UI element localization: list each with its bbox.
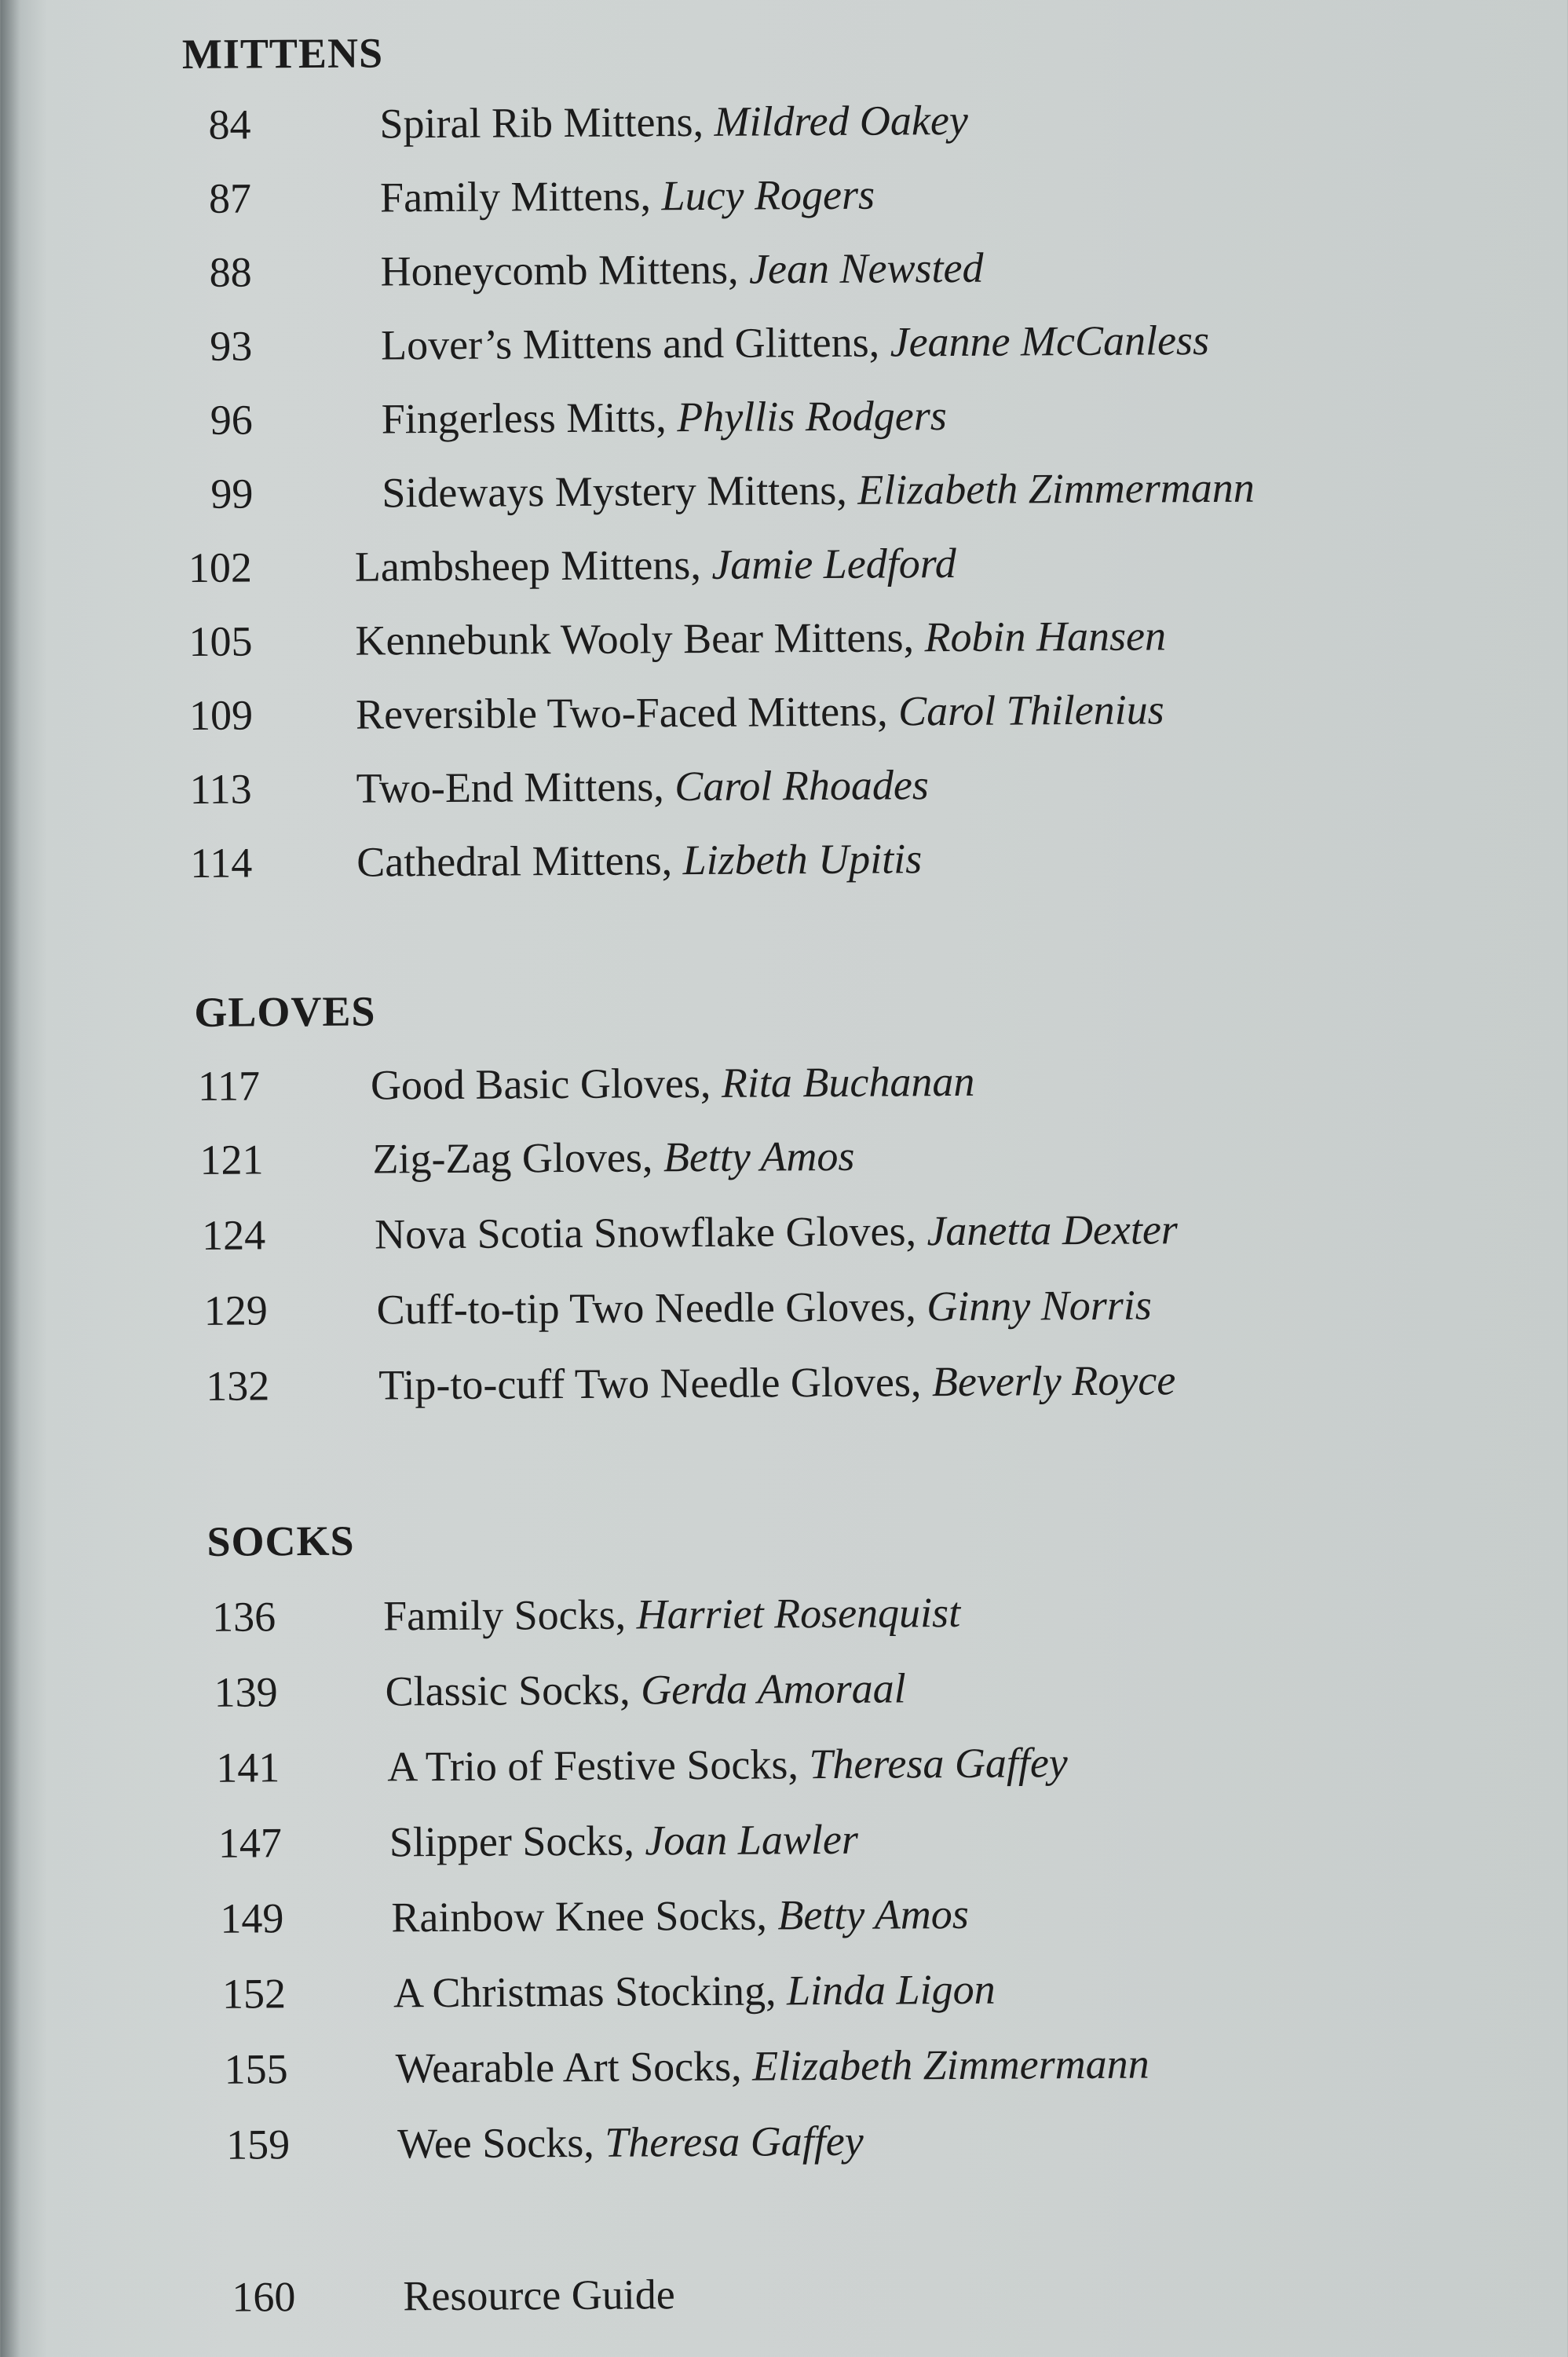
entry-title: Wee Socks, Theresa Gaffey <box>397 2117 864 2168</box>
entry-title: Wearable Art Socks, Elizabeth Zimmermann <box>395 2040 1150 2092</box>
page-number: 113 <box>189 765 252 813</box>
toc-entry[interactable] <box>210 388 1467 467</box>
entry-author: Theresa Gaffey <box>605 2117 864 2166</box>
section-heading-mittens: MITTENS <box>181 29 384 78</box>
entry-title: Fingerless Mitts, Phyllis Rodgers <box>381 392 947 443</box>
page-number: 139 <box>214 1668 278 1716</box>
entry-title: Two-End Mittens, Carol Rhoades <box>356 761 930 812</box>
entry-author: Lucy Rogers <box>661 170 875 220</box>
page-number: 102 <box>188 544 253 591</box>
toc-entry[interactable] <box>198 1054 1455 1133</box>
entry-author: Harriet Rosenquist <box>636 1588 961 1638</box>
entry-title: Nova Scotia Snowflake Gloves, Janetta Dexter <box>374 1206 1179 1258</box>
toc-entry[interactable] <box>199 1128 1457 1206</box>
page-number: 84 <box>208 101 251 148</box>
entry-author: Theresa Gaffey <box>809 1739 1068 1788</box>
section-heading-socks: SOCKS <box>207 1517 355 1565</box>
toc-entry[interactable] <box>218 1811 1475 1890</box>
page-number: 136 <box>211 1593 276 1641</box>
entry-author: Rita Buchanan <box>721 1057 975 1107</box>
entry-title: Kennebunk Wooly Bear Mittens, Robin Hansen <box>355 612 1167 664</box>
entry-title: Honeycomb Mittens, Jean Newsted <box>380 243 984 295</box>
entry-author: Jamie Ledford <box>711 539 956 588</box>
entry-title: Family Mittens, Lucy Rogers <box>379 170 875 221</box>
entry-title: Classic Socks, Gerda Amoraal <box>385 1664 906 1715</box>
toc-entry[interactable] <box>220 1887 1477 1965</box>
toc-entry[interactable] <box>188 609 1446 688</box>
entry-title: Cathedral Mittens, Lizbeth Upitis <box>356 835 923 886</box>
entry-author: Jean Newsted <box>748 243 984 293</box>
entry-title: A Christmas Stocking, Linda Ligon <box>393 1965 996 2017</box>
toc-entry[interactable] <box>189 683 1446 762</box>
toc-entry[interactable] <box>216 1736 1473 1814</box>
entry-title: Tip-to-cuff Two Needle Gloves, Beverly Royce <box>378 1356 1176 1409</box>
page-number: 129 <box>203 1286 268 1334</box>
entry-title: Sideways Mystery Mittens, Elizabeth Zimmermann <box>382 463 1255 517</box>
entry-author: Betty Amos <box>663 1132 855 1181</box>
entry-author: Phyllis Rodgers <box>677 392 947 441</box>
toc-entry[interactable] <box>208 93 1465 171</box>
toc-entry[interactable] <box>209 167 1466 245</box>
page-number: 147 <box>217 1819 283 1867</box>
page-number: 121 <box>199 1136 264 1184</box>
toc-entry[interactable] <box>190 831 1447 909</box>
page-number: 160 <box>232 2273 296 2321</box>
toc-entry[interactable] <box>204 1279 1461 1357</box>
entry-title: Cuff-to-tip Two Needle Gloves, Ginny Norris <box>376 1281 1153 1334</box>
entry-title: Rainbow Knee Socks, Betty Amos <box>391 1890 969 1942</box>
toc-entry[interactable] <box>206 1354 1463 1433</box>
entry-author: Gerda Amoraal <box>640 1664 906 1714</box>
entry-title: Family Socks, Harriet Rosenquist <box>382 1588 961 1640</box>
entry-author: Joan Lawler <box>645 1815 859 1865</box>
toc-entry[interactable] <box>212 1585 1469 1663</box>
page-number: 88 <box>209 248 252 296</box>
entry-author: Robin Hansen <box>924 612 1167 661</box>
toc-entry[interactable] <box>224 2037 1481 2116</box>
entry-title: Lover’s Mittens and Glittens, Jeanne McCanless <box>381 317 1210 369</box>
page-number: 96 <box>210 396 253 444</box>
entry-title: Resource Guide <box>403 2271 675 2320</box>
toc-entry[interactable] <box>188 536 1446 614</box>
entry-title: Zig-Zag Gloves, Betty Amos <box>372 1132 855 1183</box>
entry-author: Lizbeth Upitis <box>682 835 923 884</box>
entry-author: Mildred Oakey <box>714 96 969 145</box>
entry-title: Good Basic Gloves, Rita Buchanan <box>370 1057 975 1109</box>
toc-entry[interactable] <box>210 462 1467 540</box>
page-number: 159 <box>226 2121 291 2169</box>
page-number: 141 <box>216 1744 280 1792</box>
toc-entry-resource-guide[interactable] <box>232 2265 1489 2344</box>
entry-author: Jeanne McCanless <box>890 317 1210 366</box>
entry-author: Beverly Royce <box>931 1356 1176 1406</box>
toc-entry[interactable] <box>214 1660 1471 1739</box>
entry-title: Spiral Rib Mittens, Mildred Oakey <box>379 96 969 148</box>
entry-author: Carol Thilenius <box>897 686 1164 735</box>
page-number: 155 <box>224 2045 288 2093</box>
entry-title: Reversible Two-Faced Mittens, Carol Thilenius <box>355 686 1164 738</box>
entry-author: Linda Ligon <box>786 1965 996 2015</box>
toc-entry[interactable] <box>222 1962 1479 2040</box>
page-number: 117 <box>197 1062 261 1110</box>
page-number: 105 <box>188 617 253 665</box>
toc-entry[interactable] <box>226 2113 1483 2191</box>
section-heading-gloves: GLOVES <box>194 987 376 1036</box>
page-number: 114 <box>190 839 253 887</box>
toc-entry[interactable] <box>209 240 1466 319</box>
page-number: 149 <box>220 1894 284 1942</box>
page-number: 109 <box>188 691 254 739</box>
entry-title: Slipper Socks, Joan Lawler <box>389 1815 859 1866</box>
entry-author: Elizabeth Zimmermann <box>751 2040 1150 2090</box>
page-number: 152 <box>221 1970 287 2018</box>
toc-entry[interactable] <box>210 314 1467 393</box>
entry-author: Betty Amos <box>777 1890 969 1939</box>
page-number: 93 <box>210 322 253 370</box>
entry-author: Ginny Norris <box>927 1281 1153 1330</box>
entry-title: Lambsheep Mittens, Jamie Ledford <box>354 539 956 591</box>
page-number: 99 <box>210 470 254 518</box>
page-number: 124 <box>201 1211 266 1259</box>
toc-entry[interactable] <box>202 1203 1459 1282</box>
page-number: 87 <box>208 174 252 222</box>
entry-title: A Trio of Festive Socks, Theresa Gaffey <box>387 1739 1068 1791</box>
entry-author: Janetta Dexter <box>927 1206 1179 1255</box>
entry-author: Carol Rhoades <box>674 761 930 811</box>
entry-author: Elizabeth Zimmermann <box>857 463 1255 514</box>
page-number: 132 <box>206 1362 270 1410</box>
toc-entry[interactable] <box>189 757 1446 836</box>
